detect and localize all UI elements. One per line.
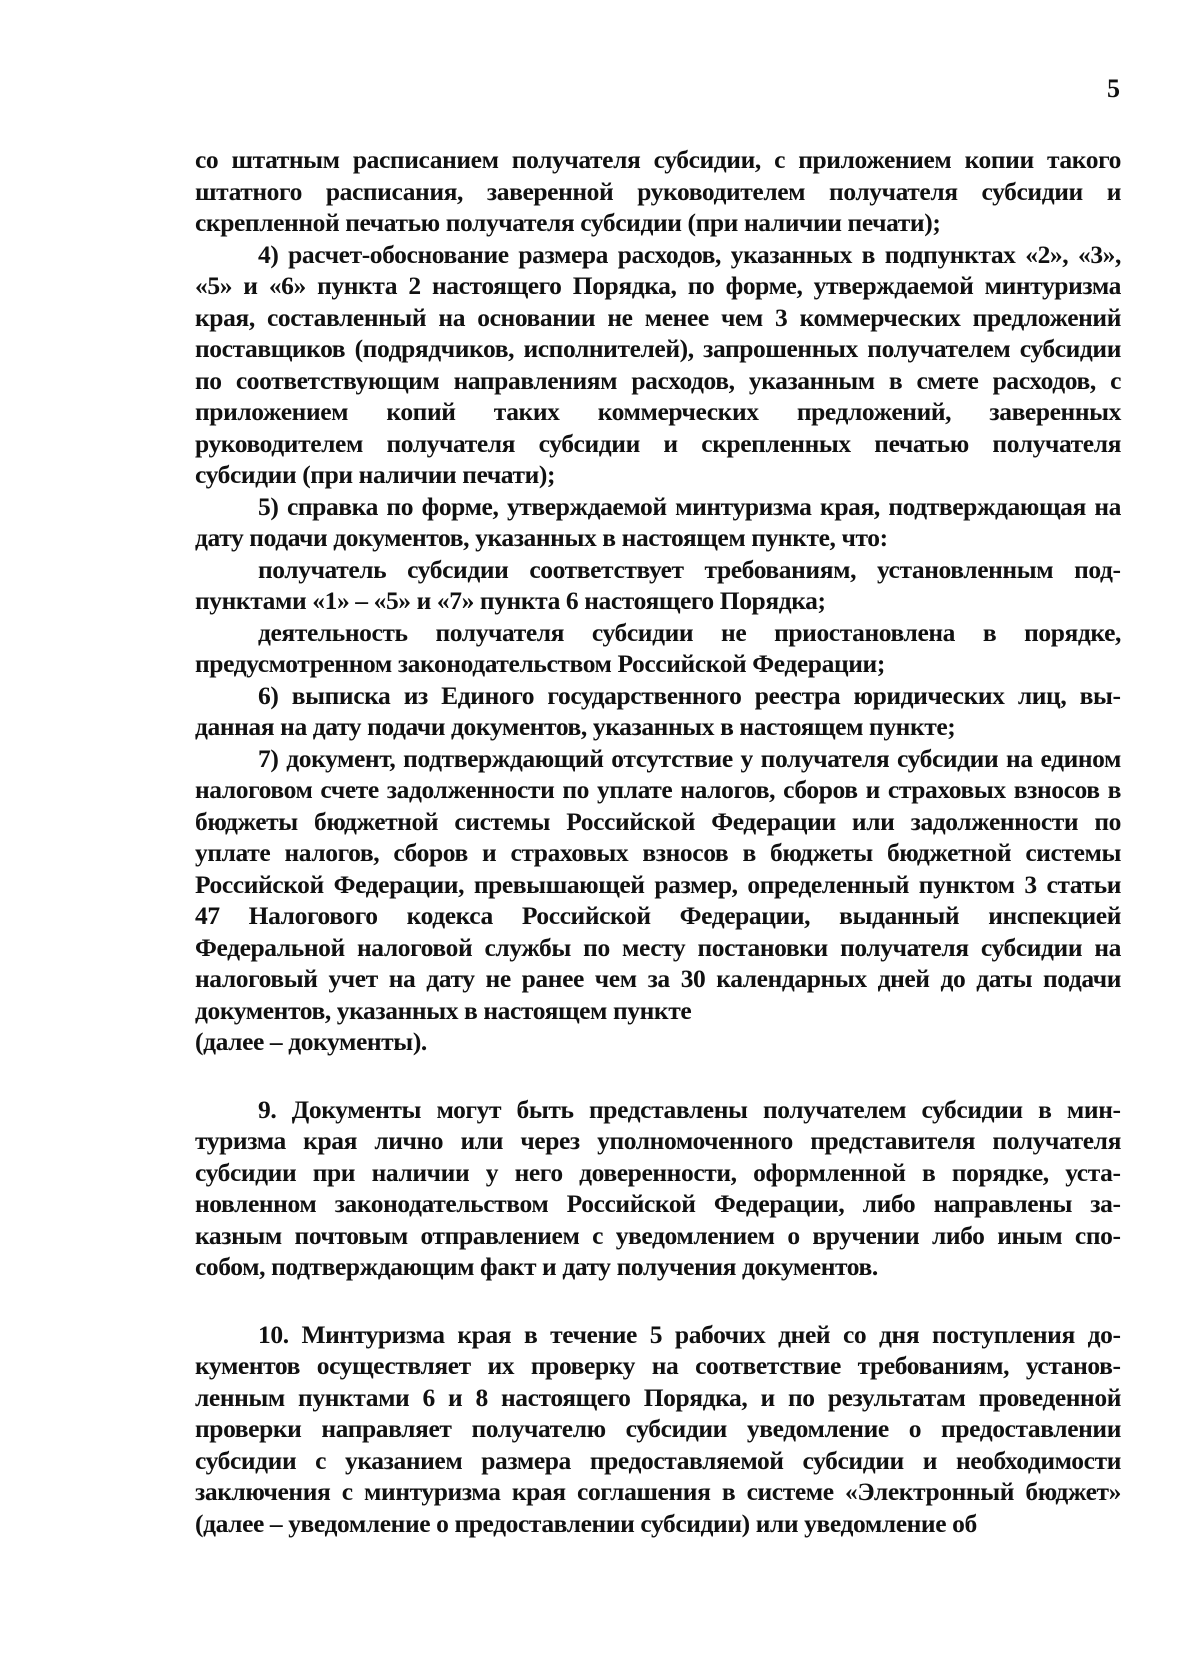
list-item-5-condition-1: получатель субсидии соответствует требованиям, установленным подпунктами «1» – «5» и «7» пункта 6 настоящего Порядка; <box>195 554 1121 615</box>
clause-9: 9. Документы могут быть представлены получателем субсидии в минтуризма края лично или через уполномоченного представителя получателя субсидии при наличии у него доверенности, оформленной в порядке, установленном законодательством Российской Федерации, либо направлены заказным почтовым отправлением с уведомлением о вручении либо иным способом, подтверждающим факт и дату получения документов. <box>195 1094 1121 1281</box>
paragraph-continuation: со штатным расписанием получателя субсидии, с приложением копии такого штатного расписания, заверенной руководителем получателя субсидии и скрепленной печатью получателя субсидии (при наличии печати); <box>195 145 1121 237</box>
document-body <box>195 144 1121 1539</box>
list-item-7: 7) документ, подтверждающий отсутствие у получателя субсидии на едином налоговом счете задолженности по уплате налогов, сборов и страховых взносов в бюджеты бюджетной системы Российской Федерации или задолженности по уплате налогов, сборов и страховых взносов в бюджеты бюджетной системы Российской Федерации, превышающей размер, определенный пунктом 3 статьи 47 Налогового кодекса Российской Федерации, выданный инспекцией Федеральной налоговой службы по месту постановки получателя субсидии на налоговый учет на дату не ранее чем за 30 календарных дней до даты подачи документов, указанных в настоящем пункте <box>195 743 1121 1025</box>
list-item-6: 6) выписка из Единого государственного реестра юридических лиц, выданная на дату подачи документов, указанных в настоящем пункте; <box>195 680 1121 741</box>
list-item-5: 5) справка по форме, утверждаемой минтуризма края, подтверждающая на дату подачи документов, указанных в настоящем пункте, что: <box>195 491 1121 552</box>
list-item-4: 4) расчет-обоснование размера расходов, указанных в подпунктах «2», «3», «5» и «6» пункта 2 настоящего Порядка, по форме, утверждаемой минтуризма края, составленный на основании не менее чем 3 коммерческих предложений поставщиков (подрядчиков, исполнителей), запрошенных получателем субсидии по соответствующим направлениям расходов, указанным в смете расходов, с приложением копий таких коммерческих предложений, заверенных руководителем получателя субсидии и скрепленных печатью получателя субсидии (при наличии печати); <box>195 239 1121 489</box>
clause-10: 10. Минтуризма края в течение 5 рабочих дней со дня поступления документов осуществляет их проверку на соответствие требованиям, установленным пунктами 6 и 8 настоящего Порядка, и по результатам проведенной проверки направляет получателю субсидии уведомление о предоставлении субсидии с указанием размера предоставляемой субсидии и необходимости заключения с минтуризма края соглашения в системе «Электронный бюджет» (далее – уведомление о предоставлении субсидии) или уведомление об <box>195 1319 1121 1538</box>
list-item-5-condition-2: деятельность получателя субсидии не приостановлена в порядке, предусмотренном законодательством Российской Федерации; <box>195 617 1121 678</box>
page-number: 5 <box>1107 74 1120 103</box>
documents-definition: (далее – документы). <box>195 1027 427 1056</box>
